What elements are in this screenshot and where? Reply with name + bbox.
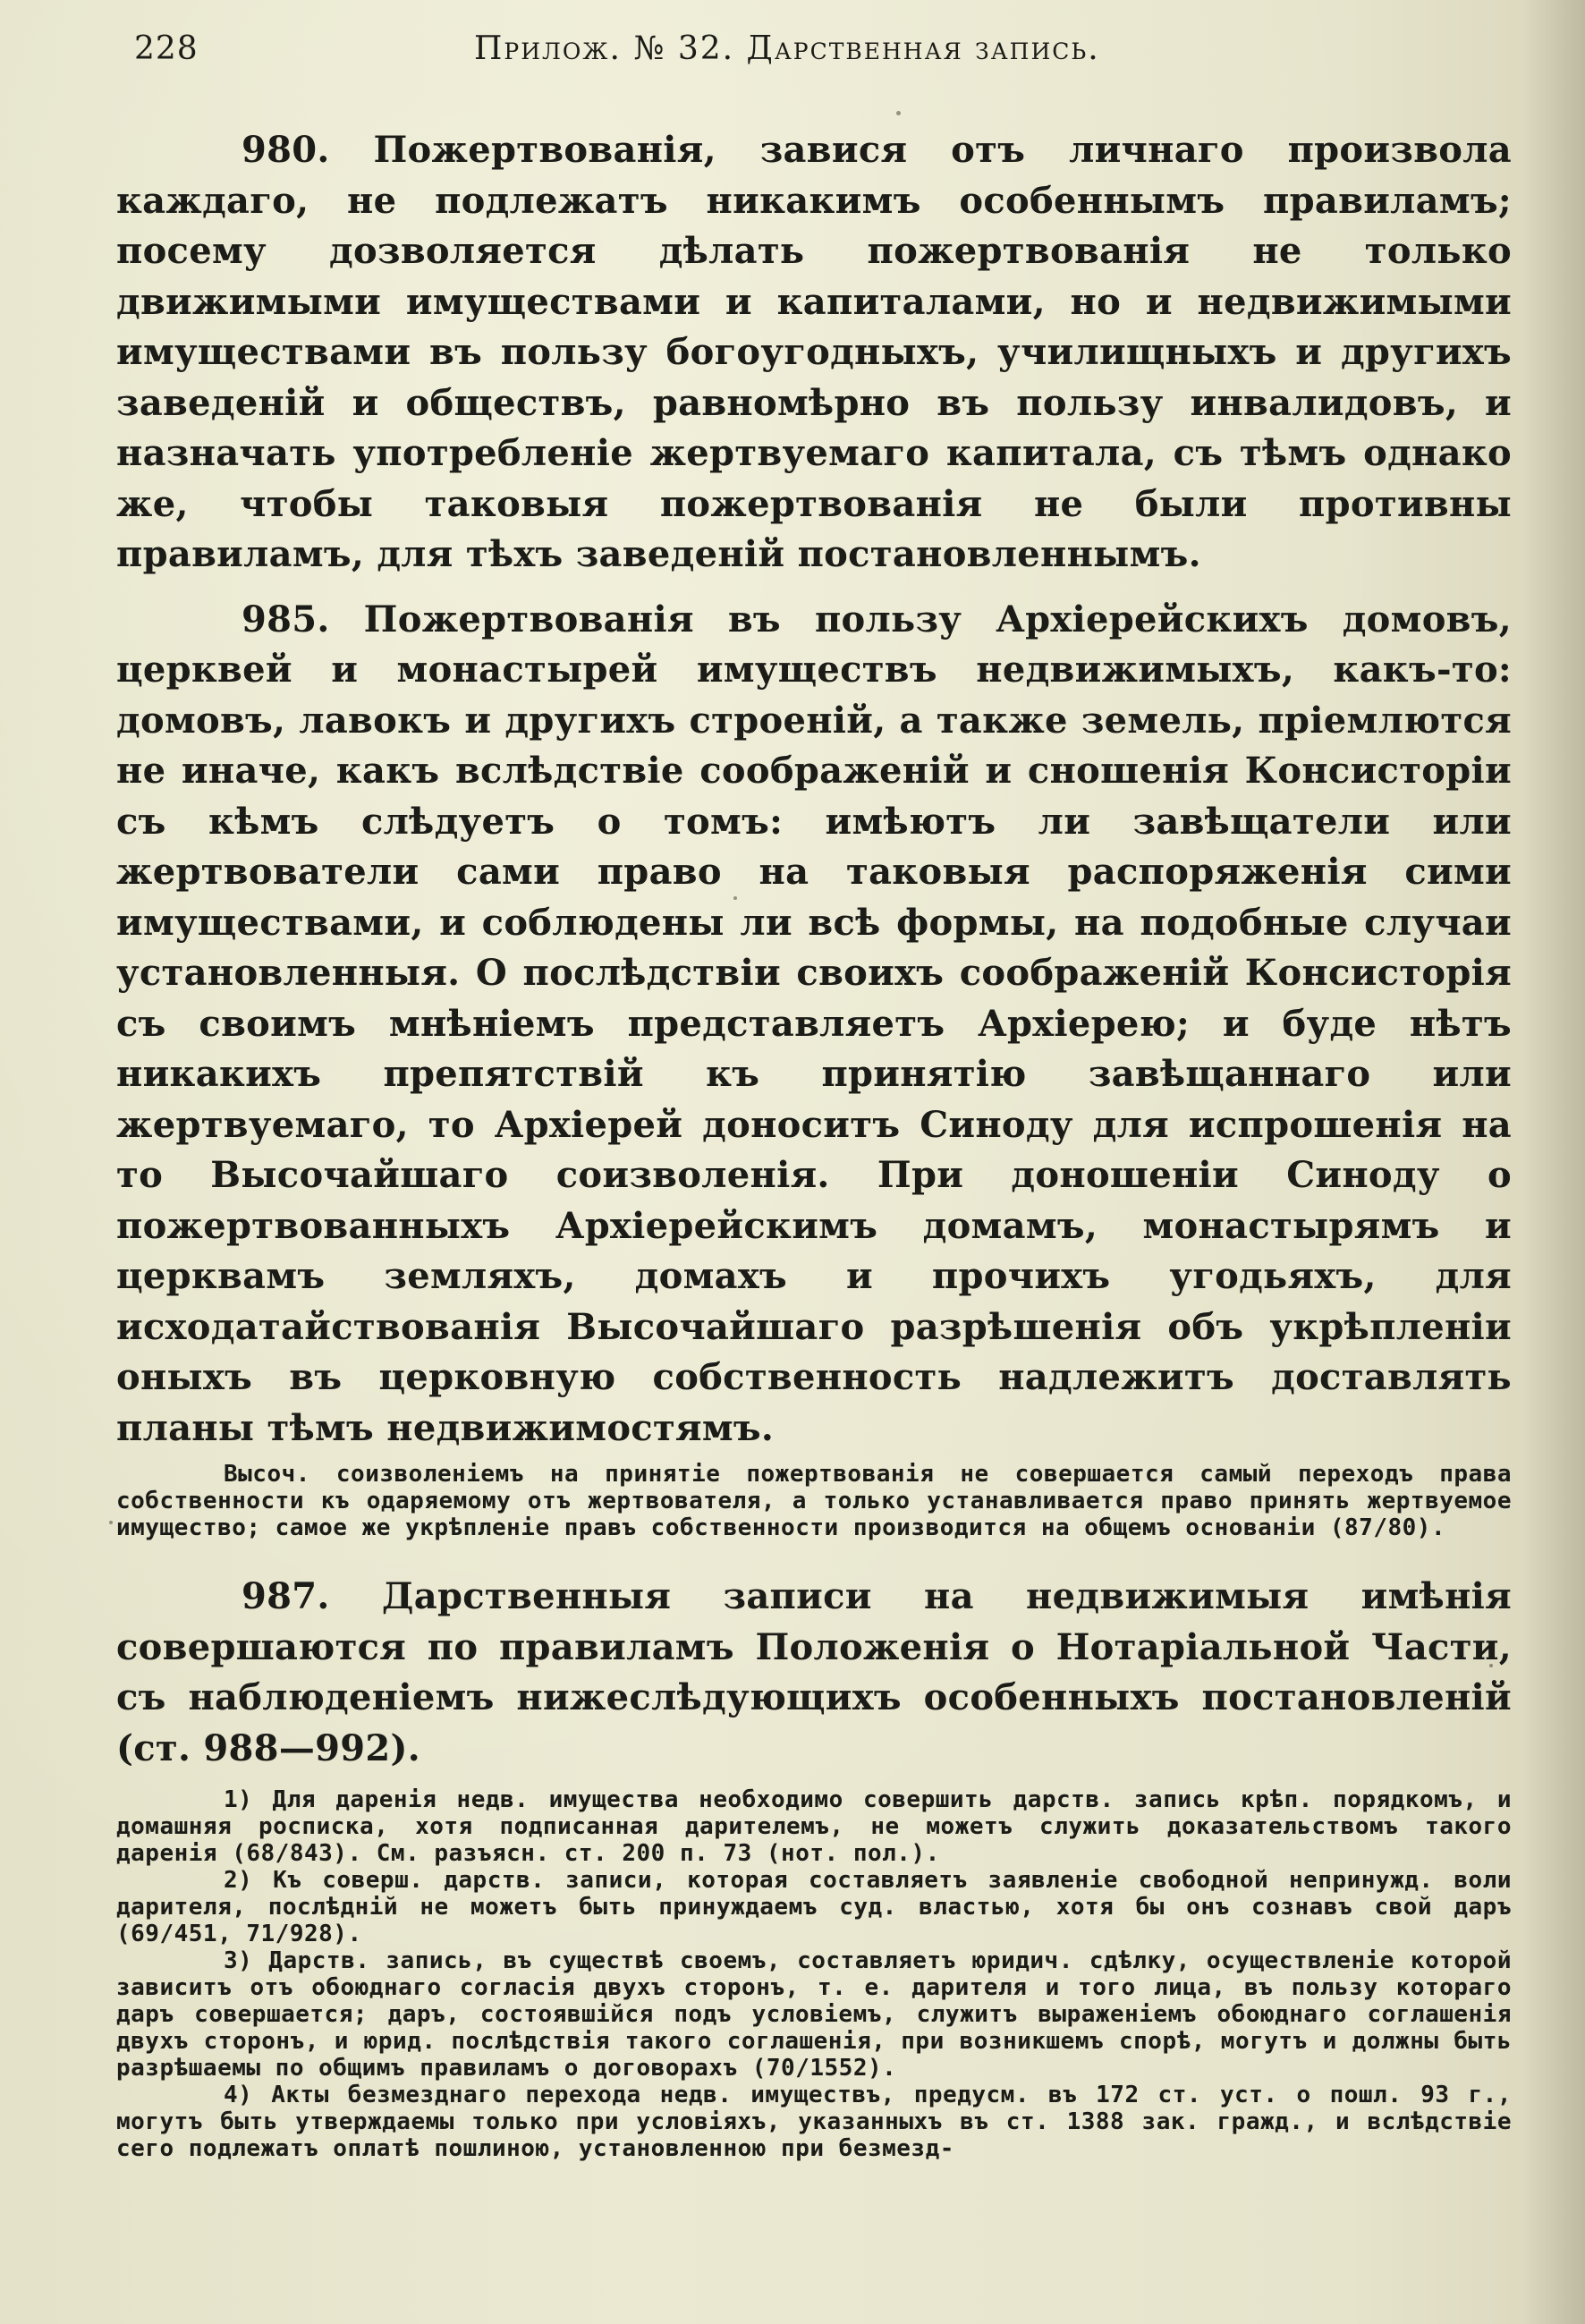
paper-speck	[896, 111, 901, 115]
article-987-note-2: 2) Къ соверш. дарств. записи, которая составляетъ заявленіе свободной непринужд. воли дарителя, послѣдній не можетъ быть принуждаемъ суд. властью, хотя бы онъ сознавъ свой даръ (69/451, 71/928).	[116, 1867, 1512, 1947]
article-980: 980. Пожертвованія, завися отъ личнаго произвола каждаго, не подлежатъ никакимъ особеннымъ правиламъ; посему дозволяется дѣлать пожертвованія не только движимыми имуществами и капиталами, но и недвижимыми имуществами въ пользу богоугодныхъ, училищныхъ и другихъ заведеній и обществъ, равномѣрно въ пользу инвалидовъ, и назначать употребленіе жертвуемаго капитала, съ тѣмъ однако же, чтобы таковыя пожертвованія не были противны правиламъ, для тѣхъ заведеній постановленнымъ.	[116, 129, 1512, 575]
page-edge-shadow	[1522, 0, 1585, 2324]
article-987-note-3: 3) Дарств. запись, въ существѣ своемъ, составляетъ юридич. сдѣлку, осуществленіе которой зависитъ отъ обоюднаго согласія двухъ сторонъ, т. е. дарителя и того лица, въ пользу котораго даръ совершается; даръ, состоявшійся подъ условіемъ, служитъ выраженіемъ обоюднаго соглашенія двухъ сторонъ, и юрид. послѣдствія такого соглашенія, при возникшемъ спорѣ, могутъ и должны быть разрѣшаемы по общимъ правиламъ о договорахъ (70/1552).	[116, 1947, 1512, 2082]
page-header	[134, 30, 1503, 84]
page-number: 228	[134, 30, 199, 67]
paper-speck	[1489, 1664, 1493, 1667]
article-985-note: Высоч. соизволеніемъ на принятіе пожертвованія не совершается самый переходъ права собственности къ одаряемому отъ жертвователя, а только устанавливается право принять жертвуемое имущество; самое же укрѣпленіе правъ собственности производится на общемъ основаніи (87/80).	[116, 1461, 1512, 1541]
article-985: 985. Пожертвованія въ пользу Архіерейскихъ домовъ, церквей и монастырей имуществъ недвижимыхъ, какъ-то: домовъ, лавокъ и другихъ строеній, а также земель, пріемлются не иначе, какъ вслѣдствіе соображеній и сношенія Консисторіи съ кѣмъ слѣдуетъ о томъ: имѣютъ ли завѣщатели или жертвователи сами право на таковыя распоряженія сими имуществами, и соблюдены ли всѣ формы, на подобные случаи установленныя. О послѣдствіи своихъ соображеній Консисторія съ своимъ мнѣніемъ представляетъ Архіерею; и буде нѣтъ никакихъ препятствій къ принятію завѣщаннаго или жертвуемаго, то Архіерей доноситъ Синоду для испрошенія на то Высочайшаго соизволенія. При доношеніи Синоду о пожертвованныхъ Архіерейскимъ домамъ, монастырямъ и церквамъ земляхъ, домахъ и прочихъ угодьяхъ, для исходатайствованія Высочайшаго разрѣшенія объ укрѣпленіи оныхъ въ церковную собственность надлежитъ доставлять планы тѣмъ недвижимостямъ.	[116, 598, 1512, 1449]
article-987-notes	[116, 1786, 1512, 2162]
article-987-note-1: 1) Для даренія недв. имущества необходимо совершить дарств. запись крѣп. порядкомъ, и домашняя росписка, хотя подписанная дарителемъ, не можетъ служить доказательствомъ такого даренія (68/843). См. разъясн. ст. 200 п. 73 (нот. пол.).	[116, 1786, 1512, 1867]
article-987: 987. Дарственныя записи на недвижимыя имѣнія совершаются по правиламъ Положенія о Нотаріальной Части, съ наблюденіемъ нижеслѣдующихъ особенныхъ постановленій (ст. 988—992).	[116, 1575, 1512, 1769]
paper-speck	[109, 1521, 113, 1524]
article-987-note-4: 4) Акты безмезднаго перехода недв. имуществъ, предусм. въ 172 ст. уст. о пошл. 93 г., могутъ быть утверждаемы только при условіяхъ, указанныхъ въ ст. 1388 зак. гражд., и вслѣдствіе сего подлежатъ оплатѣ пошлиною, установленною при безмезд-	[116, 2082, 1512, 2162]
paper-speck	[733, 896, 737, 900]
page-body	[116, 125, 1512, 2162]
running-head: Прилож. № 32. Дарственная запись.	[474, 30, 1100, 67]
